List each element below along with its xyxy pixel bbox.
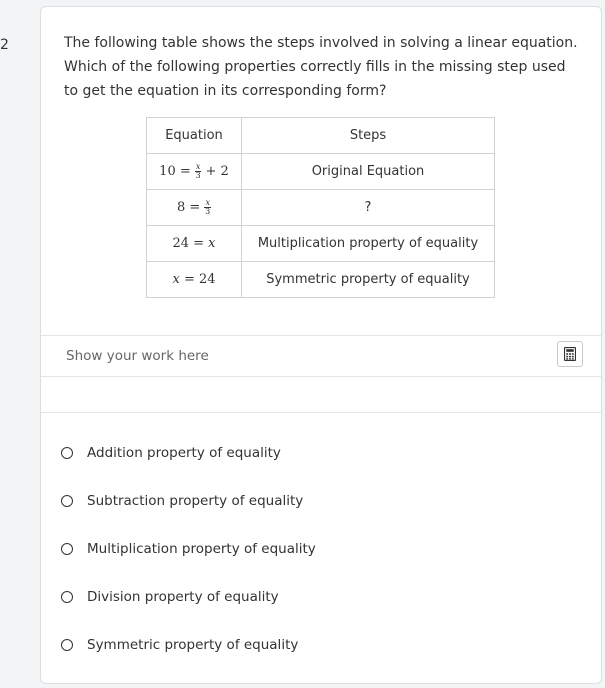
column-header-steps: Steps [242, 118, 495, 154]
question-prompt: The following table shows the steps involved in solving a linear equation. Which of the following properties correctly fills in the missing step used to get the equation in its corresponding form? [64, 35, 578, 99]
answer-option[interactable] [61, 489, 303, 513]
option-label[interactable]: Symmetric property of equality [87, 637, 299, 653]
answer-option[interactable] [61, 537, 316, 561]
radio-button[interactable] [61, 639, 73, 651]
fraction: $\frac{x}{3}$ [195, 162, 201, 180]
equation-cell [147, 226, 242, 262]
equation-math: x = 24 [172, 272, 216, 287]
column-header-equation: Equation [147, 118, 242, 154]
question-number: 2 [0, 37, 9, 53]
answer-option[interactable] [61, 441, 281, 465]
radio-button[interactable] [61, 543, 73, 555]
option-label[interactable]: Addition property of equality [87, 445, 281, 461]
equation-math: 8 = $\frac{x}{3}$ [177, 198, 211, 216]
step-cell: Multiplication property of equality [242, 226, 495, 262]
option-label[interactable]: Subtraction property of equality [87, 493, 304, 509]
radio-button[interactable] [61, 495, 73, 507]
equation-cell [147, 154, 242, 190]
table-row [147, 154, 495, 190]
show-work-label[interactable]: Show your work here [66, 348, 209, 364]
table-header-row [147, 118, 495, 154]
equation-math: 24 = x [172, 236, 216, 251]
divider [41, 412, 601, 413]
table-row [147, 190, 495, 226]
step-cell: ? [242, 190, 495, 226]
show-work-area[interactable] [41, 335, 601, 377]
step-cell: Symmetric property of equality [242, 262, 495, 298]
answer-option[interactable] [61, 633, 298, 657]
table-row [147, 226, 495, 262]
equation-cell [147, 190, 242, 226]
calculator-icon [564, 347, 576, 361]
step-cell: Original Equation [242, 154, 495, 190]
radio-button[interactable] [61, 447, 73, 459]
table-row [147, 262, 495, 298]
equation-math: 10 = $\frac{x}{3}$ + 2 [159, 162, 229, 180]
question-card [40, 6, 602, 684]
radio-button[interactable] [61, 591, 73, 603]
answer-option[interactable] [61, 585, 279, 609]
equation-cell [147, 262, 242, 298]
option-label[interactable]: Multiplication property of equality [87, 541, 316, 557]
option-label[interactable]: Division property of equality [87, 589, 279, 605]
steps-table [146, 117, 495, 298]
fraction: $\frac{x}{3}$ [205, 198, 211, 216]
calculator-button[interactable] [557, 341, 583, 367]
